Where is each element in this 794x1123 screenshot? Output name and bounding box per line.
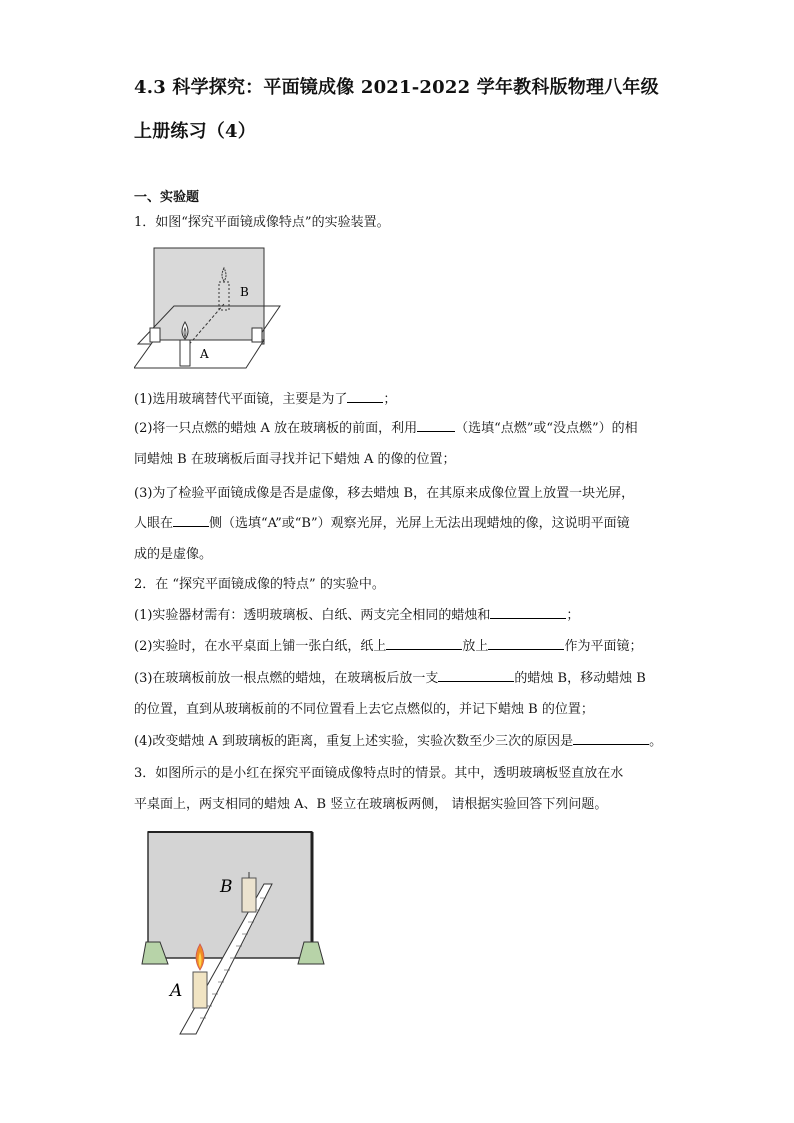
answer-blank[interactable] [490,604,566,619]
q3-label-a: A [170,981,183,1001]
q1-label-b: B [240,285,249,299]
title-line-1: 4.3 科学探究：平面镜成像 2021-2022 学年教科版物理八年级 [134,77,659,98]
section-heading: 一、实验题 [134,190,200,205]
answer-blank[interactable] [488,635,564,650]
q3-label-b: B [220,877,233,897]
q2-part1-end: ； [566,608,580,623]
q1-part1-end: ； [383,392,397,407]
q2-part2 [134,632,664,662]
q1-part3-tail: 侧（选填“A”或“B”）观察光屏，光屏上无法出现蜡烛的像，这说明平面镜 [209,516,630,531]
q1-part3-line2 [134,509,664,539]
q1-part2 [134,414,664,444]
q1-part1 [134,385,664,415]
q1-part3: (3)为了检验平面镜成像是否是虚像，移去蜡烛 B，在其原来成像位置上放置一块光屏， [134,486,635,501]
q3-stem-line1: 3．如图所示的是小红在探究平面镜成像特点时的情景。其中，透明玻璃板竖直放在水 [134,766,624,781]
q2-part4-text: (4)改变蜡烛 A 到玻璃板的距离，重复上述实验，实验次数至少三次的原因是 [134,734,574,749]
answer-blank[interactable] [573,730,649,745]
q2-part2-end: 作为平面镜； [564,639,643,654]
q1-part3-line3: 成的是虚像。 [134,547,213,562]
title-line-2: 上册练习（4） [134,121,256,142]
q3-figure [140,828,330,1040]
q2-stem: 2．在 “探究平面镜成像的特点” 的实验中。 [134,577,385,592]
q1-stem: 1．如图“探究平面镜成像特点”的实验装置。 [134,215,390,230]
page-title [134,66,694,154]
answer-blank[interactable] [173,512,209,527]
q1-part2-tail: （选填“点燃”或“没点燃”）的相 [455,421,638,436]
q1-part3-text: 人眼在 [134,516,174,531]
q2-part3-tail: 的蜡烛 B，移动蜡烛 B [514,671,646,686]
q1-part2-text: (2)将一只点燃的蜡烛 A 放在玻璃板的前面，利用 [134,421,418,436]
q1-label-a: A [200,347,209,361]
q2-part2-text: (2)实验时，在水平桌面上铺一张白纸，纸上 [134,639,387,654]
answer-blank[interactable] [417,417,455,432]
q2-part3-cont: 的位置，直到从玻璃板前的不同位置看上去它点燃似的，并记下蜡烛 B 的位置； [134,702,594,717]
answer-blank[interactable] [347,388,383,403]
answer-blank[interactable] [438,667,514,682]
answer-blank[interactable] [386,635,462,650]
q2-part4 [134,727,664,757]
q3-stem-line2: 平桌面上，两支相同的蜡烛 A、B 竖立在玻璃板两侧， 请根据实验回答下列问题。 [134,797,608,812]
q1-figure [134,244,294,374]
q2-part1-text: (1)实验器材需有：透明玻璃板、白纸、两支完全相同的蜡烛和 [134,608,491,623]
q2-part3-text: (3)在玻璃板前放一根点燃的蜡烛，在玻璃板后放一支 [134,671,439,686]
q2-part4-end: 。 [649,734,663,749]
q2-part2-mid: 放上 [462,639,489,654]
q1-part1-text: (1)选用玻璃替代平面镜，主要是为了 [134,392,348,407]
q2-part3 [134,664,664,694]
q2-part1 [134,601,664,631]
q1-part2-cont: 同蜡烛 B 在玻璃板后面寻找并记下蜡烛 A 的像的位置； [134,452,456,467]
